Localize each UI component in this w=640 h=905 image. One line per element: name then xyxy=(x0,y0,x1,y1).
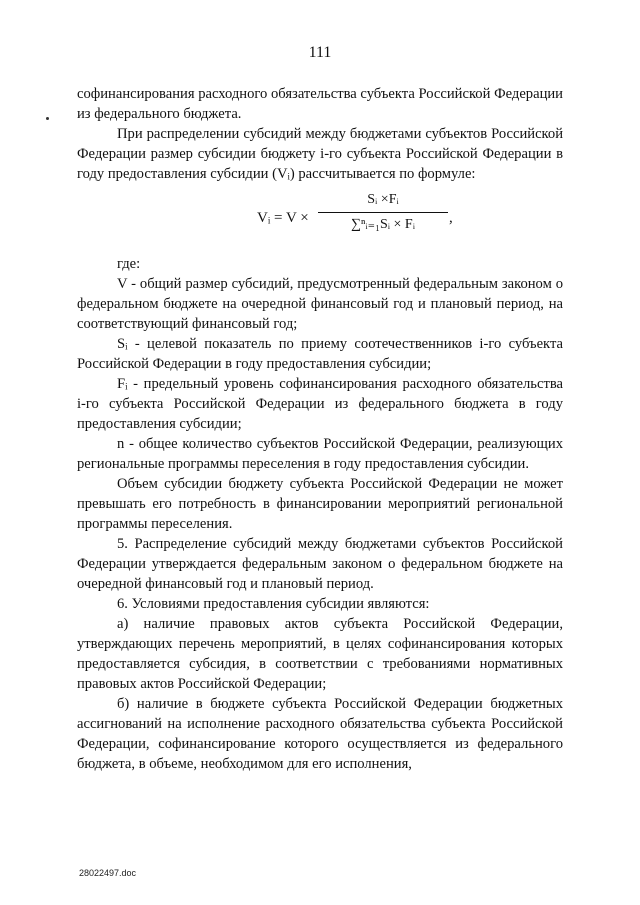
formula-lhs: Vᵢ = V × xyxy=(257,210,309,226)
footer-file-name: 28022497.doc xyxy=(79,868,137,878)
formula-fraction xyxy=(318,190,448,235)
paragraph-volume: Объем субсидии бюджету субъекта Российской Федерации не может превышать его потребность в финансировании мероприятий региональной программы переселения. xyxy=(77,476,563,532)
definition-s: Sᵢ - целевой показатель по приему соотечественников i-го субъекта Российской Федерации в году предоставления субсидии; xyxy=(77,336,563,372)
paragraph-where: где: xyxy=(117,256,141,272)
paragraph-6a: а) наличие правовых актов субъекта Российской Федерации, утверждающих перечень мероприятий, в целях софинансирования которых предоставляется субсидия, в соответствии с требованиями нормативных правовых актов Российской Федерации; xyxy=(77,616,563,692)
paragraph-6: 6. Условиями предоставления субсидии являются: xyxy=(117,596,430,612)
paragraph-distribution: При распределении субсидий между бюджетами субъектов Российской Федерации размер субсидии бюджету i-го субъекта Российской Федерации в году предоставления субсидии (Vᵢ) рассчитывается по формуле: xyxy=(77,126,563,182)
paragraph-continuation: софинансирования расходного обязательства субъекта Российской Федерации из федерального бюджета. xyxy=(77,86,563,122)
formula-denominator: ∑ⁿᵢ₌₁Sᵢ × Fᵢ xyxy=(351,217,415,232)
definition-v: V - общий размер субсидий, предусмотренный федеральным законом о федеральном бюджете на очередной финансовый год и плановый период, на соответствующий финансовый год; xyxy=(77,276,563,332)
paragraph-6b: б) наличие в бюджете субъекта Российской Федерации бюджетных ассигнований на исполнение расходного обязательства субъекта Российской Федерации, софинансирование которого осуществляется из федерального бюджета, в объеме, необходимом для его исполнения, xyxy=(77,696,563,772)
formula-comma: , xyxy=(449,210,453,226)
formula-numerator: Sᵢ ×Fᵢ xyxy=(318,190,448,213)
page-number: 111 xyxy=(308,44,332,61)
formula xyxy=(77,184,563,252)
margin-mark xyxy=(46,117,49,120)
definition-n: n - общее количество субъектов Российской Федерации, реализующих региональные программы переселения в году предоставления субсидии. xyxy=(77,436,563,472)
definition-f: Fᵢ - предельный уровень софинансирования расходного обязательства i-го субъекта Российской Федерации из федерального бюджета в году предоставления субсидии; xyxy=(77,376,563,432)
paragraph-5: 5. Распределение субсидий между бюджетами субъектов Российской Федерации утверждается федеральным законом о федеральном бюджете на очередной финансовый год и плановый период. xyxy=(77,536,563,592)
document-body xyxy=(77,84,563,774)
